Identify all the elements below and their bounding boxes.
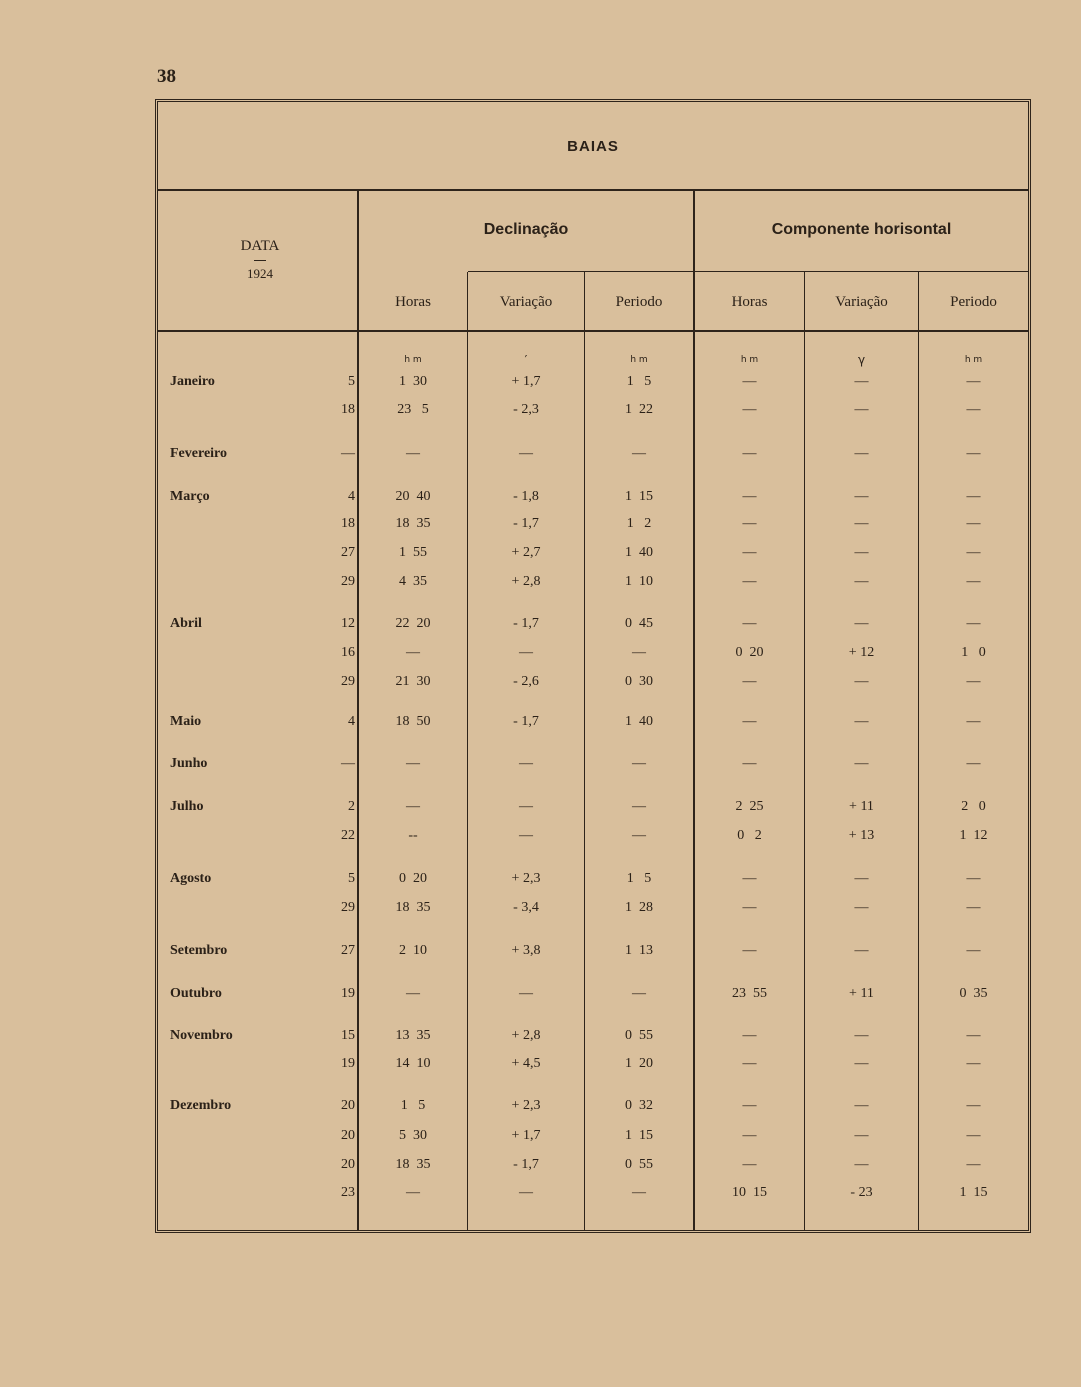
unit-horiz-var: γ bbox=[857, 353, 866, 367]
row-decl-variation: — bbox=[519, 1185, 533, 1200]
row-horiz-period: — bbox=[966, 714, 981, 729]
row-decl-hours: — bbox=[406, 446, 420, 461]
row-month: Agosto bbox=[170, 871, 212, 886]
row-decl-period: — bbox=[632, 756, 646, 771]
horizontal-component-header: Componente horisontal bbox=[771, 221, 952, 238]
row-horiz-hours: 2 25 bbox=[735, 799, 764, 814]
row-decl-period: 0 45 bbox=[625, 616, 653, 631]
row-horiz-period: — bbox=[966, 516, 981, 531]
row-horiz-hours: — bbox=[742, 1157, 757, 1172]
row-month: Fevereiro bbox=[170, 446, 228, 461]
row-horiz-hours: — bbox=[742, 1056, 757, 1071]
row-decl-hours: 23 5 bbox=[397, 402, 429, 417]
row-horiz-variation: — bbox=[854, 943, 869, 958]
row-decl-variation: - 1,7 bbox=[513, 516, 539, 531]
rule-under-title bbox=[158, 189, 1028, 191]
row-decl-period: — bbox=[632, 1185, 646, 1200]
row-decl-period: 1 40 bbox=[625, 545, 653, 560]
unit-horiz-hours: h m bbox=[740, 355, 759, 365]
row-decl-variation: - 3,4 bbox=[513, 900, 539, 915]
row-decl-variation: + 2,8 bbox=[511, 1028, 541, 1043]
row-day: 27 bbox=[341, 943, 355, 958]
row-decl-variation: - 2,6 bbox=[513, 674, 539, 689]
row-horiz-hours: — bbox=[742, 1098, 757, 1113]
row-decl-variation: + 1,7 bbox=[511, 1128, 541, 1143]
year-label: 1924 bbox=[247, 266, 273, 281]
row-horiz-variation: — bbox=[854, 489, 869, 504]
row-decl-hours: 20 40 bbox=[395, 489, 431, 504]
row-horiz-variation: — bbox=[854, 616, 869, 631]
row-decl-variation: + 2,7 bbox=[511, 545, 541, 560]
row-horiz-hours: — bbox=[742, 374, 757, 389]
row-decl-hours: 0 20 bbox=[399, 871, 427, 886]
row-decl-hours: — bbox=[406, 986, 420, 1001]
row-month: Maio bbox=[170, 714, 202, 729]
row-decl-variation: — bbox=[519, 799, 533, 814]
date-label: DATA bbox=[240, 238, 280, 254]
row-horiz-hours: — bbox=[742, 545, 757, 560]
rule-under-header bbox=[158, 330, 1028, 332]
row-decl-variation: - 1,7 bbox=[513, 616, 539, 631]
row-horiz-hours: 0 20 bbox=[735, 645, 764, 660]
row-decl-variation: - 2,3 bbox=[513, 402, 539, 417]
row-decl-period: 1 15 bbox=[625, 1128, 653, 1143]
row-decl-hours: 18 35 bbox=[395, 516, 431, 531]
row-horiz-hours: — bbox=[742, 446, 757, 461]
row-horiz-variation: — bbox=[854, 900, 869, 915]
row-horiz-period: — bbox=[966, 545, 981, 560]
row-decl-variation: + 2,3 bbox=[511, 1098, 541, 1113]
row-horiz-hours: — bbox=[742, 871, 757, 886]
rule-date-divider bbox=[357, 191, 359, 1230]
row-decl-period: 0 30 bbox=[625, 674, 653, 689]
row-month: Junho bbox=[170, 756, 208, 771]
decl-hours-header: Horas bbox=[395, 294, 431, 310]
row-decl-period: 0 55 bbox=[625, 1028, 653, 1043]
row-horiz-period: — bbox=[966, 900, 981, 915]
row-day: — bbox=[341, 756, 355, 771]
row-month: Novembro bbox=[170, 1028, 233, 1043]
row-horiz-hours: — bbox=[742, 674, 757, 689]
row-horiz-variation: — bbox=[854, 446, 869, 461]
row-decl-variation: — bbox=[519, 828, 533, 843]
row-horiz-period: 1 15 bbox=[959, 1185, 988, 1200]
row-decl-hours: 13 35 bbox=[395, 1028, 431, 1043]
row-horiz-variation: — bbox=[854, 574, 869, 589]
row-horiz-variation: — bbox=[854, 871, 869, 886]
row-decl-variation: - 1,7 bbox=[513, 1157, 539, 1172]
row-horiz-period: — bbox=[966, 402, 981, 417]
row-horiz-period: — bbox=[966, 374, 981, 389]
row-day: 18 bbox=[341, 402, 355, 417]
row-decl-period: — bbox=[632, 446, 646, 461]
row-day: 15 bbox=[341, 1028, 355, 1043]
row-horiz-hours: — bbox=[742, 756, 757, 771]
row-horiz-hours: — bbox=[742, 900, 757, 915]
row-horiz-hours: — bbox=[742, 1028, 757, 1043]
row-horiz-variation: — bbox=[854, 1128, 869, 1143]
row-horiz-hours: 23 55 bbox=[732, 986, 767, 1001]
row-horiz-period: — bbox=[966, 489, 981, 504]
row-decl-hours: 18 50 bbox=[395, 714, 431, 729]
row-day: 12 bbox=[341, 616, 355, 631]
horiz-period-header: Periodo bbox=[950, 294, 997, 310]
row-horiz-period: — bbox=[966, 871, 981, 886]
row-day: 2 bbox=[348, 799, 355, 814]
row-horiz-variation: — bbox=[854, 756, 869, 771]
row-horiz-period: — bbox=[966, 446, 981, 461]
row-decl-hours: 1 30 bbox=[399, 374, 427, 389]
row-decl-hours: 1 55 bbox=[399, 545, 427, 560]
unit-decl-period: h m bbox=[630, 355, 648, 365]
row-day: 19 bbox=[341, 1056, 355, 1071]
row-horiz-hours: — bbox=[742, 1128, 757, 1143]
row-horiz-hours: 0 2 bbox=[737, 828, 762, 843]
row-horiz-variation: — bbox=[854, 674, 869, 689]
row-decl-period: 1 2 bbox=[626, 516, 652, 531]
row-decl-variation: + 3,8 bbox=[511, 943, 541, 958]
row-day: 23 bbox=[341, 1185, 355, 1200]
row-decl-period: — bbox=[632, 645, 646, 660]
row-decl-hours: 21 30 bbox=[395, 674, 431, 689]
row-horiz-variation: — bbox=[854, 714, 869, 729]
row-horiz-hours: — bbox=[742, 574, 757, 589]
row-day: 20 bbox=[341, 1157, 355, 1172]
row-day: 29 bbox=[341, 574, 355, 589]
row-decl-period: 1 20 bbox=[625, 1056, 653, 1071]
row-decl-variation: + 2,3 bbox=[511, 871, 541, 886]
row-day: 5 bbox=[348, 871, 355, 886]
row-decl-period: 1 13 bbox=[625, 943, 653, 958]
row-day: 4 bbox=[348, 714, 355, 729]
row-decl-period: 1 22 bbox=[625, 402, 653, 417]
row-decl-period: 1 5 bbox=[626, 374, 652, 389]
row-horiz-variation: + 13 bbox=[848, 828, 875, 843]
row-decl-period: 0 32 bbox=[625, 1098, 653, 1113]
row-decl-hours: — bbox=[406, 1185, 420, 1200]
row-horiz-period: — bbox=[966, 1056, 981, 1071]
unit-decl-var: ′ bbox=[524, 353, 528, 367]
row-horiz-hours: — bbox=[742, 516, 757, 531]
rule-group-divider bbox=[693, 191, 695, 1230]
table-title: BAIAS bbox=[567, 138, 619, 155]
horiz-hours-header: Horas bbox=[731, 294, 768, 310]
row-month: Abril bbox=[170, 616, 202, 631]
row-decl-variation: + 1,7 bbox=[511, 374, 541, 389]
horiz-variation-header: Variação bbox=[835, 294, 888, 310]
row-horiz-period: — bbox=[966, 674, 981, 689]
row-horiz-hours: — bbox=[742, 714, 757, 729]
row-horiz-hours: — bbox=[742, 402, 757, 417]
row-horiz-variation: — bbox=[854, 516, 869, 531]
row-day: 19 bbox=[341, 986, 355, 1001]
unit-horiz-period: h m bbox=[964, 355, 983, 365]
row-decl-period: 1 5 bbox=[626, 871, 652, 886]
row-day: 27 bbox=[341, 545, 355, 560]
row-decl-period: — bbox=[632, 828, 646, 843]
row-day: 29 bbox=[341, 900, 355, 915]
declination-header: Declinação bbox=[483, 221, 569, 238]
row-decl-period: 1 40 bbox=[625, 714, 653, 729]
row-horiz-hours: — bbox=[742, 616, 757, 631]
row-decl-hours: -- bbox=[408, 828, 418, 843]
row-decl-hours: — bbox=[406, 645, 420, 660]
row-month: Janeiro bbox=[170, 374, 215, 389]
row-decl-variation: - 1,8 bbox=[513, 489, 539, 504]
row-decl-hours: 14 10 bbox=[395, 1056, 431, 1071]
row-horiz-variation: — bbox=[854, 374, 869, 389]
row-day: 4 bbox=[348, 489, 355, 504]
row-day: 29 bbox=[341, 674, 355, 689]
row-horiz-variation: — bbox=[854, 1056, 869, 1071]
row-day: 20 bbox=[341, 1098, 355, 1113]
row-decl-hours: 2 10 bbox=[399, 943, 427, 958]
row-day: 18 bbox=[341, 516, 355, 531]
row-decl-hours: 18 35 bbox=[395, 900, 431, 915]
row-month: Outubro bbox=[170, 986, 222, 1001]
row-horiz-period: — bbox=[966, 1128, 981, 1143]
row-month: Dezembro bbox=[170, 1098, 232, 1113]
row-horiz-period: — bbox=[966, 943, 981, 958]
row-day: 20 bbox=[341, 1128, 355, 1143]
row-month: Julho bbox=[170, 799, 204, 814]
row-day: 5 bbox=[348, 374, 355, 389]
row-decl-variation: + 2,8 bbox=[511, 574, 541, 589]
row-decl-hours: 18 35 bbox=[395, 1157, 431, 1172]
row-horiz-variation: + 11 bbox=[849, 986, 874, 1001]
row-horiz-variation: — bbox=[854, 545, 869, 560]
row-decl-variation: — bbox=[519, 446, 533, 461]
row-month: Setembro bbox=[170, 943, 228, 958]
row-month: Março bbox=[170, 489, 210, 504]
row-decl-variation: — bbox=[519, 986, 533, 1001]
row-horiz-variation: + 12 bbox=[848, 645, 875, 660]
row-decl-period: 1 10 bbox=[625, 574, 653, 589]
row-decl-period: 1 28 bbox=[625, 900, 653, 915]
rule-under-groups bbox=[468, 271, 1028, 272]
row-horiz-period: — bbox=[966, 574, 981, 589]
row-decl-hours: — bbox=[406, 756, 420, 771]
row-day: 22 bbox=[341, 828, 355, 843]
row-day: 16 bbox=[341, 645, 355, 660]
row-decl-period: — bbox=[632, 799, 646, 814]
row-decl-period: — bbox=[632, 986, 646, 1001]
row-decl-variation: — bbox=[519, 756, 533, 771]
row-decl-variation: — bbox=[519, 645, 533, 660]
row-horiz-period: — bbox=[966, 1098, 981, 1113]
row-horiz-variation: — bbox=[854, 1028, 869, 1043]
row-horiz-period: — bbox=[966, 616, 981, 631]
row-horiz-variation: - 23 bbox=[850, 1185, 873, 1200]
row-horiz-period: — bbox=[966, 1028, 981, 1043]
row-decl-hours: 4 35 bbox=[399, 574, 427, 589]
row-horiz-hours: — bbox=[742, 943, 757, 958]
decl-period-header: Periodo bbox=[615, 294, 663, 310]
row-horiz-period: — bbox=[966, 756, 981, 771]
row-decl-period: 0 55 bbox=[625, 1157, 653, 1172]
date-underline bbox=[254, 260, 266, 261]
row-horiz-period: 1 0 bbox=[961, 645, 986, 660]
row-horiz-variation: — bbox=[854, 1157, 869, 1172]
row-horiz-variation: — bbox=[854, 402, 869, 417]
row-day: — bbox=[341, 446, 355, 461]
row-decl-variation: - 1,7 bbox=[513, 714, 539, 729]
row-decl-variation: + 4,5 bbox=[511, 1056, 541, 1071]
row-horiz-period: 0 35 bbox=[959, 986, 988, 1001]
row-decl-period: 1 15 bbox=[625, 489, 653, 504]
row-horiz-period: 2 0 bbox=[961, 799, 986, 814]
row-decl-hours: 5 30 bbox=[399, 1128, 427, 1143]
row-decl-hours: 1 5 bbox=[400, 1098, 426, 1113]
decl-variation-header: Variação bbox=[499, 294, 553, 310]
row-horiz-hours: 10 15 bbox=[732, 1185, 767, 1200]
row-decl-hours: — bbox=[406, 799, 420, 814]
unit-decl-hours: h m bbox=[404, 355, 422, 365]
page-number: 38 bbox=[157, 66, 176, 87]
row-decl-hours: 22 20 bbox=[395, 616, 431, 631]
row-horiz-variation: + 11 bbox=[849, 799, 874, 814]
row-horiz-hours: — bbox=[742, 489, 757, 504]
row-horiz-variation: — bbox=[854, 1098, 869, 1113]
row-horiz-period: 1 12 bbox=[959, 828, 988, 843]
row-horiz-period: — bbox=[966, 1157, 981, 1172]
